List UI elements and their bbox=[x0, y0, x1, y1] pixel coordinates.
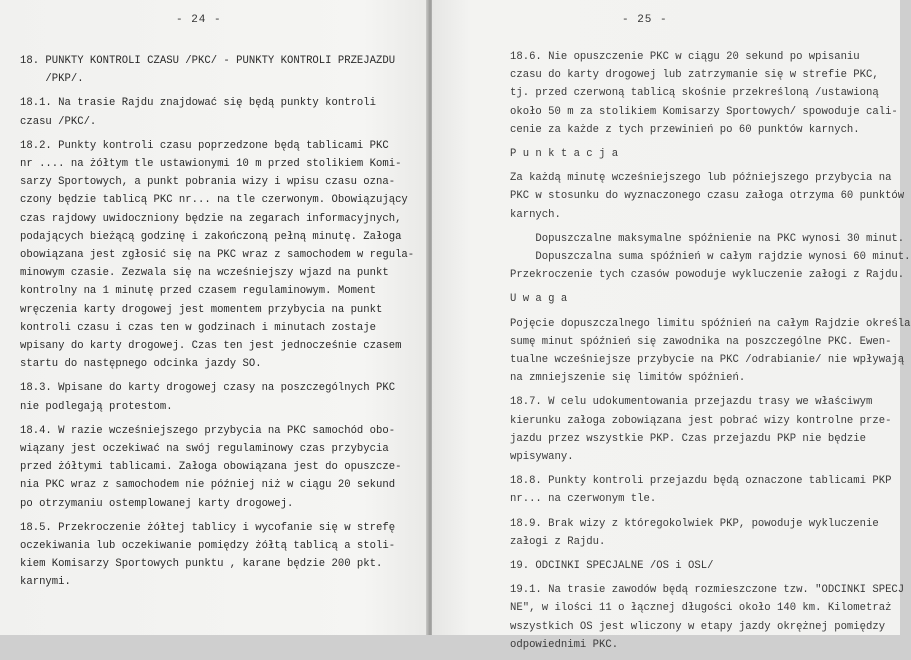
text-line: obowiązana jest zgłosić się na PKC wraz z samochodem w regula- bbox=[20, 249, 415, 262]
paragraph bbox=[510, 230, 911, 285]
paragraph bbox=[20, 94, 414, 130]
text-line: tualne wcześniejsze przybycie na PKC /odrabianie/ nie wpływają bbox=[510, 354, 905, 367]
text-line: 18. PUNKTY KONTROLI CZASU /PKC/ - PUNKTY KONTROLI PRZEJAZDU bbox=[20, 55, 396, 67]
text-line: na zmniejszenie się limitów spóźnień. bbox=[510, 372, 746, 385]
text-line: czas rajdowy uwidoczniony będzie na zegarach informacyjnych, bbox=[20, 212, 402, 225]
text-line: cenie za każde z tych przewinień po 60 punktów karnych. bbox=[510, 123, 860, 136]
text-line: wszystkich OS jest wliczony w etapy jazdy okrężnej pomiędzy bbox=[510, 620, 886, 633]
text-line: czasu /PKC/. bbox=[20, 115, 97, 128]
text-line: Przekroczenie tych czasów powoduje wykluczenie załogi z Rajdu. bbox=[510, 269, 905, 282]
text-line: PKC w stosunku do wyznaczonego czasu załoga otrzyma 60 punktów bbox=[510, 190, 905, 203]
text-line: nia PKC wraz z samochodem nie później niż w ciągu 20 sekund bbox=[20, 479, 396, 492]
text-line: 18.2. Punkty kontroli czasu poprzedzone będą tablicami PKC bbox=[20, 139, 389, 152]
page-number-right: - 25 - bbox=[622, 14, 668, 26]
paragraph bbox=[20, 519, 414, 592]
text-line: 19. ODCINKI SPECJALNE /OS i OSL/ bbox=[510, 560, 714, 573]
text-line: startu do następnego odcinka jazdy SO. bbox=[20, 358, 262, 371]
paragraph bbox=[20, 422, 414, 513]
paragraph bbox=[510, 581, 911, 654]
text-line: kontrolny na 1 minutę przed czasem regulaminowym. Moment bbox=[20, 285, 377, 298]
text-line: wiązany jest oczekiwać na swój regulaminowy czas przybycia bbox=[20, 443, 389, 456]
text-line: przed żółtymi tablicami. Załoga obowiązana jest do opuszcze- bbox=[20, 461, 402, 474]
text-line: 18.5. Przekroczenie żółtej tablicy i wycofanie się w strefę bbox=[20, 521, 396, 534]
text-line: wręczenia karty drogowej jest momentem przybycia na punkt bbox=[20, 303, 383, 316]
paragraph bbox=[20, 137, 414, 374]
text-line: czony będzie tablicą PKC nr... na tle czerwonym. Obowiązujący bbox=[20, 194, 408, 207]
text-line: Dopuszczalna suma spóźnień w całym rajdzie wynosi 60 minut. bbox=[510, 251, 911, 264]
text-line: 18.4. W razie wcześniejszego przybycia na PKC samochód obo- bbox=[20, 424, 396, 437]
text-line: kierunku załoga zobowiązana jest pobrać wizy kontrolne prze- bbox=[510, 414, 892, 427]
text-line: podających bieżącą godzinę i zakończoną pełną minutę. Załoga bbox=[20, 230, 402, 243]
page-number-left: - 24 - bbox=[176, 14, 222, 26]
paragraph bbox=[510, 472, 911, 508]
paragraph bbox=[510, 145, 911, 163]
paragraph bbox=[510, 48, 911, 139]
text-line: U w a g a bbox=[510, 293, 568, 306]
text-line: karnych. bbox=[510, 208, 561, 221]
text-line: załogi z Rajdu. bbox=[510, 535, 606, 548]
text-line: P u n k t a c j a bbox=[510, 148, 619, 161]
text-line: NE", w ilości 11 o łącznej długości około 140 km. Kilometraż bbox=[510, 602, 892, 615]
text-line: nie podlegają protestom. bbox=[20, 400, 173, 413]
paragraph bbox=[510, 557, 911, 575]
text-line: minowym czasie. Zezwala się na wcześniejszy wjazd na punkt bbox=[20, 267, 389, 280]
text-line: 19.1. Na trasie zawodów będą rozmieszczone tzw. "ODCINKI SPECJ bbox=[510, 584, 905, 597]
text-line: 18.1. Na trasie Rajdu znajdować się będą punkty kontroli bbox=[20, 97, 377, 110]
text-line: wpisany do karty drogowej. Czas ten jest jednocześnie czasem bbox=[20, 340, 402, 353]
text-line: nr .... na żółtym tle ustawionymi 10 m przed stolikiem Komi- bbox=[20, 158, 402, 171]
text-line: Dopuszczalne maksymalne spóźnienie na PKC wynosi 30 minut. bbox=[510, 232, 905, 245]
text-line: Pojęcie dopuszczalnego limitu spóźnień na całym Rajdzie określa bbox=[510, 317, 911, 330]
text-line: kontroli czasu i czas ten w godzinach i minutach zostaje bbox=[20, 321, 377, 334]
left-page bbox=[0, 0, 428, 635]
text-line: 18.8. Punkty kontroli przejazdu będą oznaczone tablicami PKP bbox=[510, 475, 892, 488]
text-line: 18.9. Brak wizy z któregokolwiek PKP, powoduje wykluczenie bbox=[510, 517, 879, 530]
text-line: odpowiednimi PKC. bbox=[510, 638, 619, 651]
paragraph bbox=[20, 52, 414, 88]
text-line: 18.3. Wpisane do karty drogowej czasy na poszczególnych PKC bbox=[20, 382, 396, 395]
text-line: tj. przed czerwoną tablicą skośnie przekreśloną /ustawioną bbox=[510, 87, 879, 100]
text-line: /PKP/. bbox=[20, 73, 84, 86]
paragraph bbox=[510, 169, 911, 224]
paragraph bbox=[510, 515, 911, 551]
text-line: sarzy Sportowych, a punkt pobrania wizy i wpisu czasu ozna- bbox=[20, 176, 396, 189]
text-line: po otrzymaniu ostemplowanej karty drogowej. bbox=[20, 497, 294, 510]
text-line: karnymi. bbox=[20, 576, 71, 589]
text-line: Za każdą minutę wcześniejszego lub późniejszego przybycia na bbox=[510, 172, 892, 185]
right-page-text bbox=[510, 48, 911, 660]
text-line: sumę minut spóźnień się zawodnika na poszczególne PKC. Ewen- bbox=[510, 335, 892, 348]
text-line: kiem Komisarzy Sportowych punktu , karane będzie 200 pkt. bbox=[20, 558, 383, 571]
text-line: 18.7. W celu udokumentowania przejazdu trasy we właściwym bbox=[510, 396, 873, 409]
left-page-text bbox=[20, 52, 414, 598]
text-line: czasu do karty drogowej lub zatrzymanie się w strefie PKC, bbox=[510, 69, 879, 82]
text-line: około 50 m za stolikiem Komisarzy Sportowych/ spowoduje cali- bbox=[510, 105, 898, 118]
paragraph bbox=[510, 290, 911, 308]
paragraph bbox=[510, 315, 911, 388]
text-line: nr... na czerwonym tle. bbox=[510, 493, 657, 506]
paragraph bbox=[510, 393, 911, 466]
text-line: wpisywany. bbox=[510, 451, 574, 464]
text-line: jazdu przez wszystkie PKP. Czas przejazdu PKP nie będzie bbox=[510, 432, 867, 445]
paragraph bbox=[20, 379, 414, 415]
right-page bbox=[432, 0, 911, 651]
text-line: 18.6. Nie opuszczenie PKC w ciągu 20 sekund po wpisaniu bbox=[510, 51, 860, 63]
text-line: oczekiwania lub oczekiwanie pomiędzy żółtą tablicą a stoli- bbox=[20, 540, 396, 553]
